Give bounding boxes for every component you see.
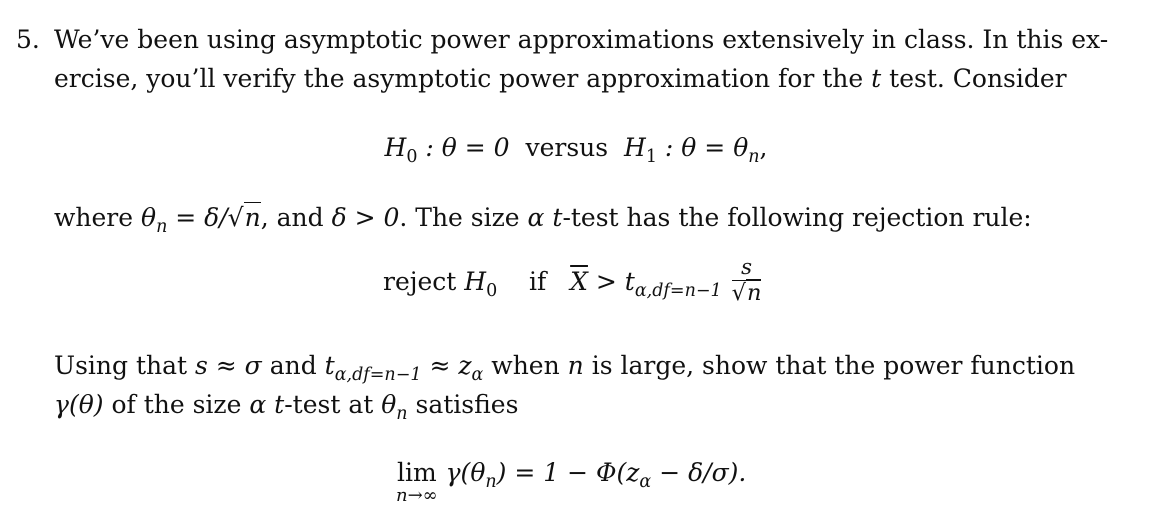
limit-z-subscript: α bbox=[639, 472, 652, 492]
limit-gamma-subscript: n bbox=[485, 472, 497, 492]
s-approx-sigma: s ≈ σ bbox=[195, 351, 262, 380]
h0-statement: : θ = 0 bbox=[417, 133, 510, 162]
power-function-text: is large, show that the power function bbox=[583, 351, 1076, 380]
t-symbol-3: t bbox=[324, 351, 335, 380]
test-at-text: -test at bbox=[284, 390, 382, 419]
h1-symbol: H bbox=[624, 133, 646, 162]
limit-rhs-end: − δ/σ). bbox=[651, 458, 747, 487]
hypothesis-display bbox=[0, 133, 1158, 167]
frac-denominator: n bbox=[746, 280, 762, 307]
theta-subscript: n bbox=[396, 404, 408, 424]
intro-line-2 bbox=[54, 66, 1067, 91]
lim-subscript: n→∞ bbox=[396, 485, 438, 506]
t-critical-subscript: α,df=n−1 bbox=[634, 281, 722, 302]
approx-z: ≈ z bbox=[421, 351, 472, 380]
delta-condition: δ > 0 bbox=[331, 203, 400, 232]
t-symbol-2: t bbox=[552, 203, 563, 232]
theta-symbol: θ bbox=[381, 390, 397, 419]
versus-word: versus bbox=[525, 133, 609, 162]
hypothesis-comma: , bbox=[759, 133, 768, 162]
h0-subscript: 0 bbox=[406, 147, 418, 167]
gt-t-symbol: > t bbox=[587, 267, 635, 297]
lim-word: lim bbox=[396, 458, 437, 487]
gamma-theta: γ(θ) bbox=[54, 390, 104, 419]
theta-n-symbol: θ bbox=[141, 203, 157, 232]
frac-numerator: s bbox=[741, 255, 752, 280]
s-over-sqrt-n bbox=[732, 256, 762, 307]
rule-h-subscript: 0 bbox=[486, 281, 498, 302]
intro-text-b: test. Consider bbox=[881, 64, 1067, 93]
where-line bbox=[54, 203, 1032, 237]
size-text: . The size bbox=[399, 203, 528, 232]
satisfies-text: satisfies bbox=[407, 390, 519, 419]
when-text: when bbox=[483, 351, 568, 380]
alpha-symbol: α bbox=[527, 203, 545, 232]
where-text: where bbox=[54, 203, 141, 232]
limit-operator bbox=[396, 460, 438, 505]
frac-sqrt-symbol: √ bbox=[731, 280, 746, 307]
z-subscript: α bbox=[471, 365, 484, 385]
h1-theta-subscript: n bbox=[748, 147, 760, 167]
reject-word: reject bbox=[383, 267, 465, 297]
t-symbol: t bbox=[871, 64, 882, 93]
using-text: Using that bbox=[54, 351, 195, 380]
if-word: if bbox=[529, 267, 547, 297]
sqrt-symbol: √ bbox=[227, 203, 244, 232]
xbar-symbol: $\overline{X}$ bbox=[570, 267, 588, 297]
n-symbol: n bbox=[567, 351, 584, 380]
and-text: , and bbox=[260, 203, 332, 232]
t-subscript-2: α,df=n−1 bbox=[334, 365, 422, 385]
h0-symbol: H bbox=[384, 133, 407, 162]
intro-text-a: ercise, you’ll verify the asymptotic power approximation for the bbox=[54, 64, 872, 93]
and-text-2: and bbox=[261, 351, 325, 380]
limit-display bbox=[396, 460, 746, 505]
intro-line-1: We’ve been using asymptotic power approximations extensively in class. In this ex- bbox=[54, 25, 1109, 54]
gamma-line bbox=[54, 390, 519, 424]
h1-statement: : θ = θ bbox=[656, 133, 749, 162]
delta-over: = δ/ bbox=[167, 203, 228, 232]
space-2 bbox=[266, 390, 274, 419]
h1-subscript: 1 bbox=[645, 147, 657, 167]
size-text-2: of the size bbox=[103, 390, 250, 419]
rule-h-symbol: H bbox=[464, 267, 487, 297]
theta-n-subscript: n bbox=[156, 217, 168, 237]
limit-gamma: γ(θ bbox=[437, 458, 486, 487]
alpha-symbol-2: α bbox=[249, 390, 267, 419]
sqrt-radicand: n bbox=[244, 203, 261, 232]
problem-number: 5. bbox=[16, 25, 40, 54]
t-symbol-4: t bbox=[274, 390, 285, 419]
rejection-rule-text: -test has the following rejection rule: bbox=[562, 203, 1032, 232]
rejection-rule-display bbox=[383, 256, 763, 307]
limit-rhs: ) = 1 − Φ(z bbox=[496, 458, 640, 487]
using-line bbox=[54, 351, 1076, 385]
